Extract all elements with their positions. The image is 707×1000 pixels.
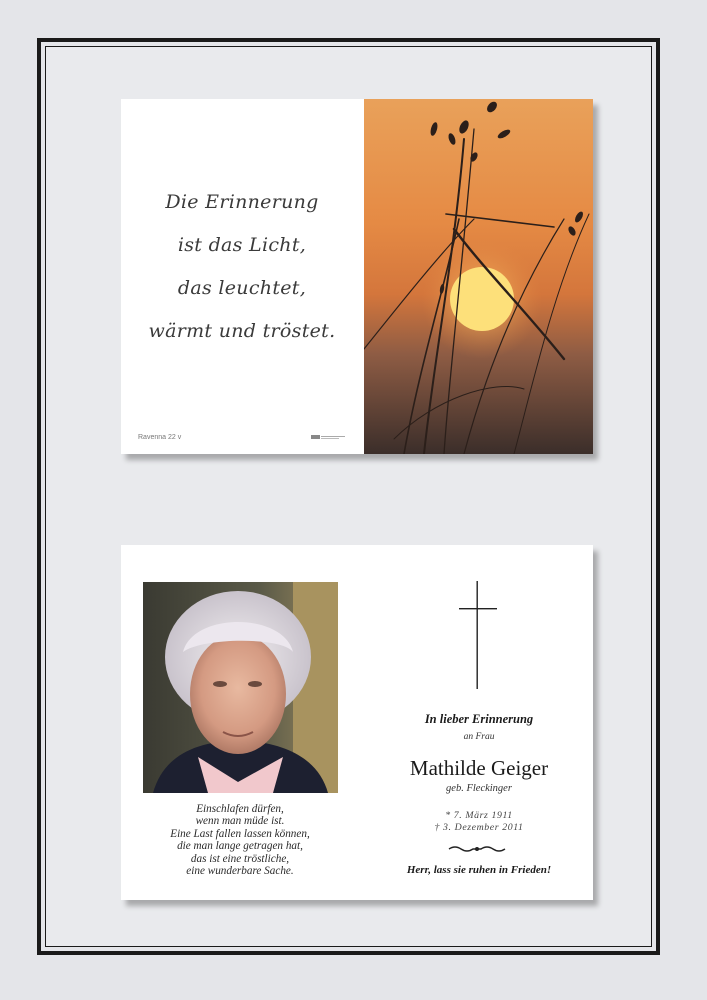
poem-line: ist das Licht,: [177, 234, 307, 256]
poem: [121, 181, 363, 353]
verse-line: Einschlafen dürfen,: [196, 803, 284, 815]
deceased-name: Mathilde Geiger: [409, 756, 549, 780]
maker-logo: [311, 432, 347, 442]
verse-line: eine wunderbare Sache.: [186, 865, 294, 878]
verse: [121, 803, 359, 877]
card-front: [121, 99, 593, 454]
verse-line: die man lange getragen hat,: [177, 840, 303, 853]
poem-line: wärmt und tröstet.: [148, 320, 336, 342]
model-code: Ravenna 22 v: [138, 434, 182, 441]
heading: In lieber Erinnerung: [424, 712, 534, 726]
birth-date: * 7. März 1911: [445, 810, 513, 821]
cross-icon: [459, 581, 497, 689]
maiden-name: geb. Fleckinger: [446, 783, 512, 794]
sunset-grass-photo: [364, 99, 593, 454]
verse-line: Eine Last fallen lassen können,: [170, 827, 310, 840]
poem-line: Die Erinnerung: [165, 191, 319, 213]
farewell: Herr, lass sie ruhen in Frieden!: [406, 864, 552, 876]
death-date: † 3. Dezember 2011: [434, 822, 524, 833]
verse-line: das ist eine tröstliche,: [190, 852, 290, 865]
poem-line: das leuchtet,: [177, 277, 307, 299]
salutation: an Frau: [463, 732, 495, 742]
card-back: [121, 545, 593, 900]
verse-line: wenn man müde ist.: [195, 815, 285, 828]
portrait-photo: [143, 582, 338, 793]
ornament-divider: [447, 845, 507, 853]
